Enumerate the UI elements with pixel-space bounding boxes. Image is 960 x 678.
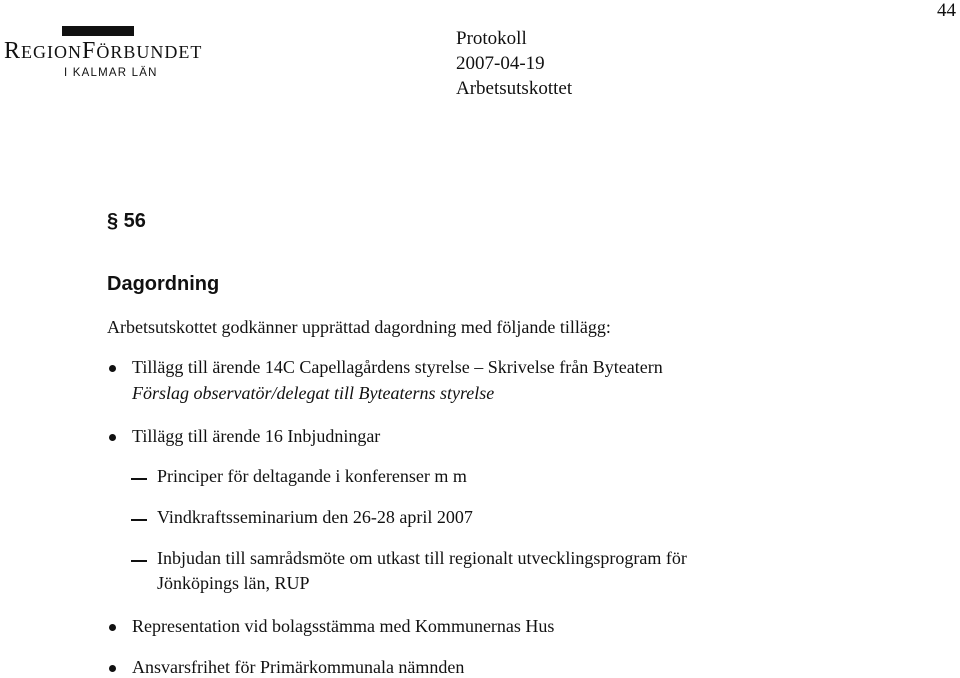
intro-text: Arbetsutskottet godkänner upprättad dagordning med följande tillägg: [107, 317, 611, 337]
list-item: Representation vid bolagsstämma med Kommunernas Hus [132, 616, 555, 636]
section-number: § 56 [107, 210, 146, 232]
region-forbundet-logo [4, 26, 232, 84]
list-item: Ansvarsfrihet för Primärkommunala nämnden [132, 657, 465, 677]
dash-icon [131, 519, 147, 521]
list-item: Vindkraftsseminarium den 26-28 april 2007 [157, 507, 473, 527]
doc-date: 2007-04-19 [456, 53, 545, 74]
doc-type: Protokoll [456, 28, 527, 49]
list-item: Tillägg till ärende 16 Inbjudningar [132, 426, 381, 446]
list-item: Inbjudan till samrådsmöte om utkast till regionalt utvecklingsprogram för [157, 548, 687, 568]
logo-subtitle: I KALMAR LÄN [64, 67, 158, 79]
list-item-subtext: Förslag observatör/delegat till Byteaterns styrelse [132, 383, 495, 403]
logo-bar [62, 26, 134, 36]
bullet-icon [109, 434, 116, 441]
list-item-continuation: Jönköpings län, RUP [157, 573, 310, 593]
doc-body: Arbetsutskottet [456, 78, 573, 99]
page-number: 44 [937, 0, 956, 21]
bullet-icon [109, 365, 116, 372]
dash-icon [131, 478, 147, 480]
document-header [456, 26, 572, 101]
list-item: Principer för deltagande i konferenser m m [157, 466, 467, 486]
bullet-icon [109, 665, 116, 672]
logo-name: REGIONFÖRBUNDET [4, 38, 203, 64]
bullet-icon [109, 624, 116, 631]
list-item: Tillägg till ärende 14C Capellagårdens styrelse – Skrivelse från Byteatern [132, 357, 663, 377]
section-title: Dagordning [107, 273, 220, 295]
dash-icon [131, 560, 147, 562]
